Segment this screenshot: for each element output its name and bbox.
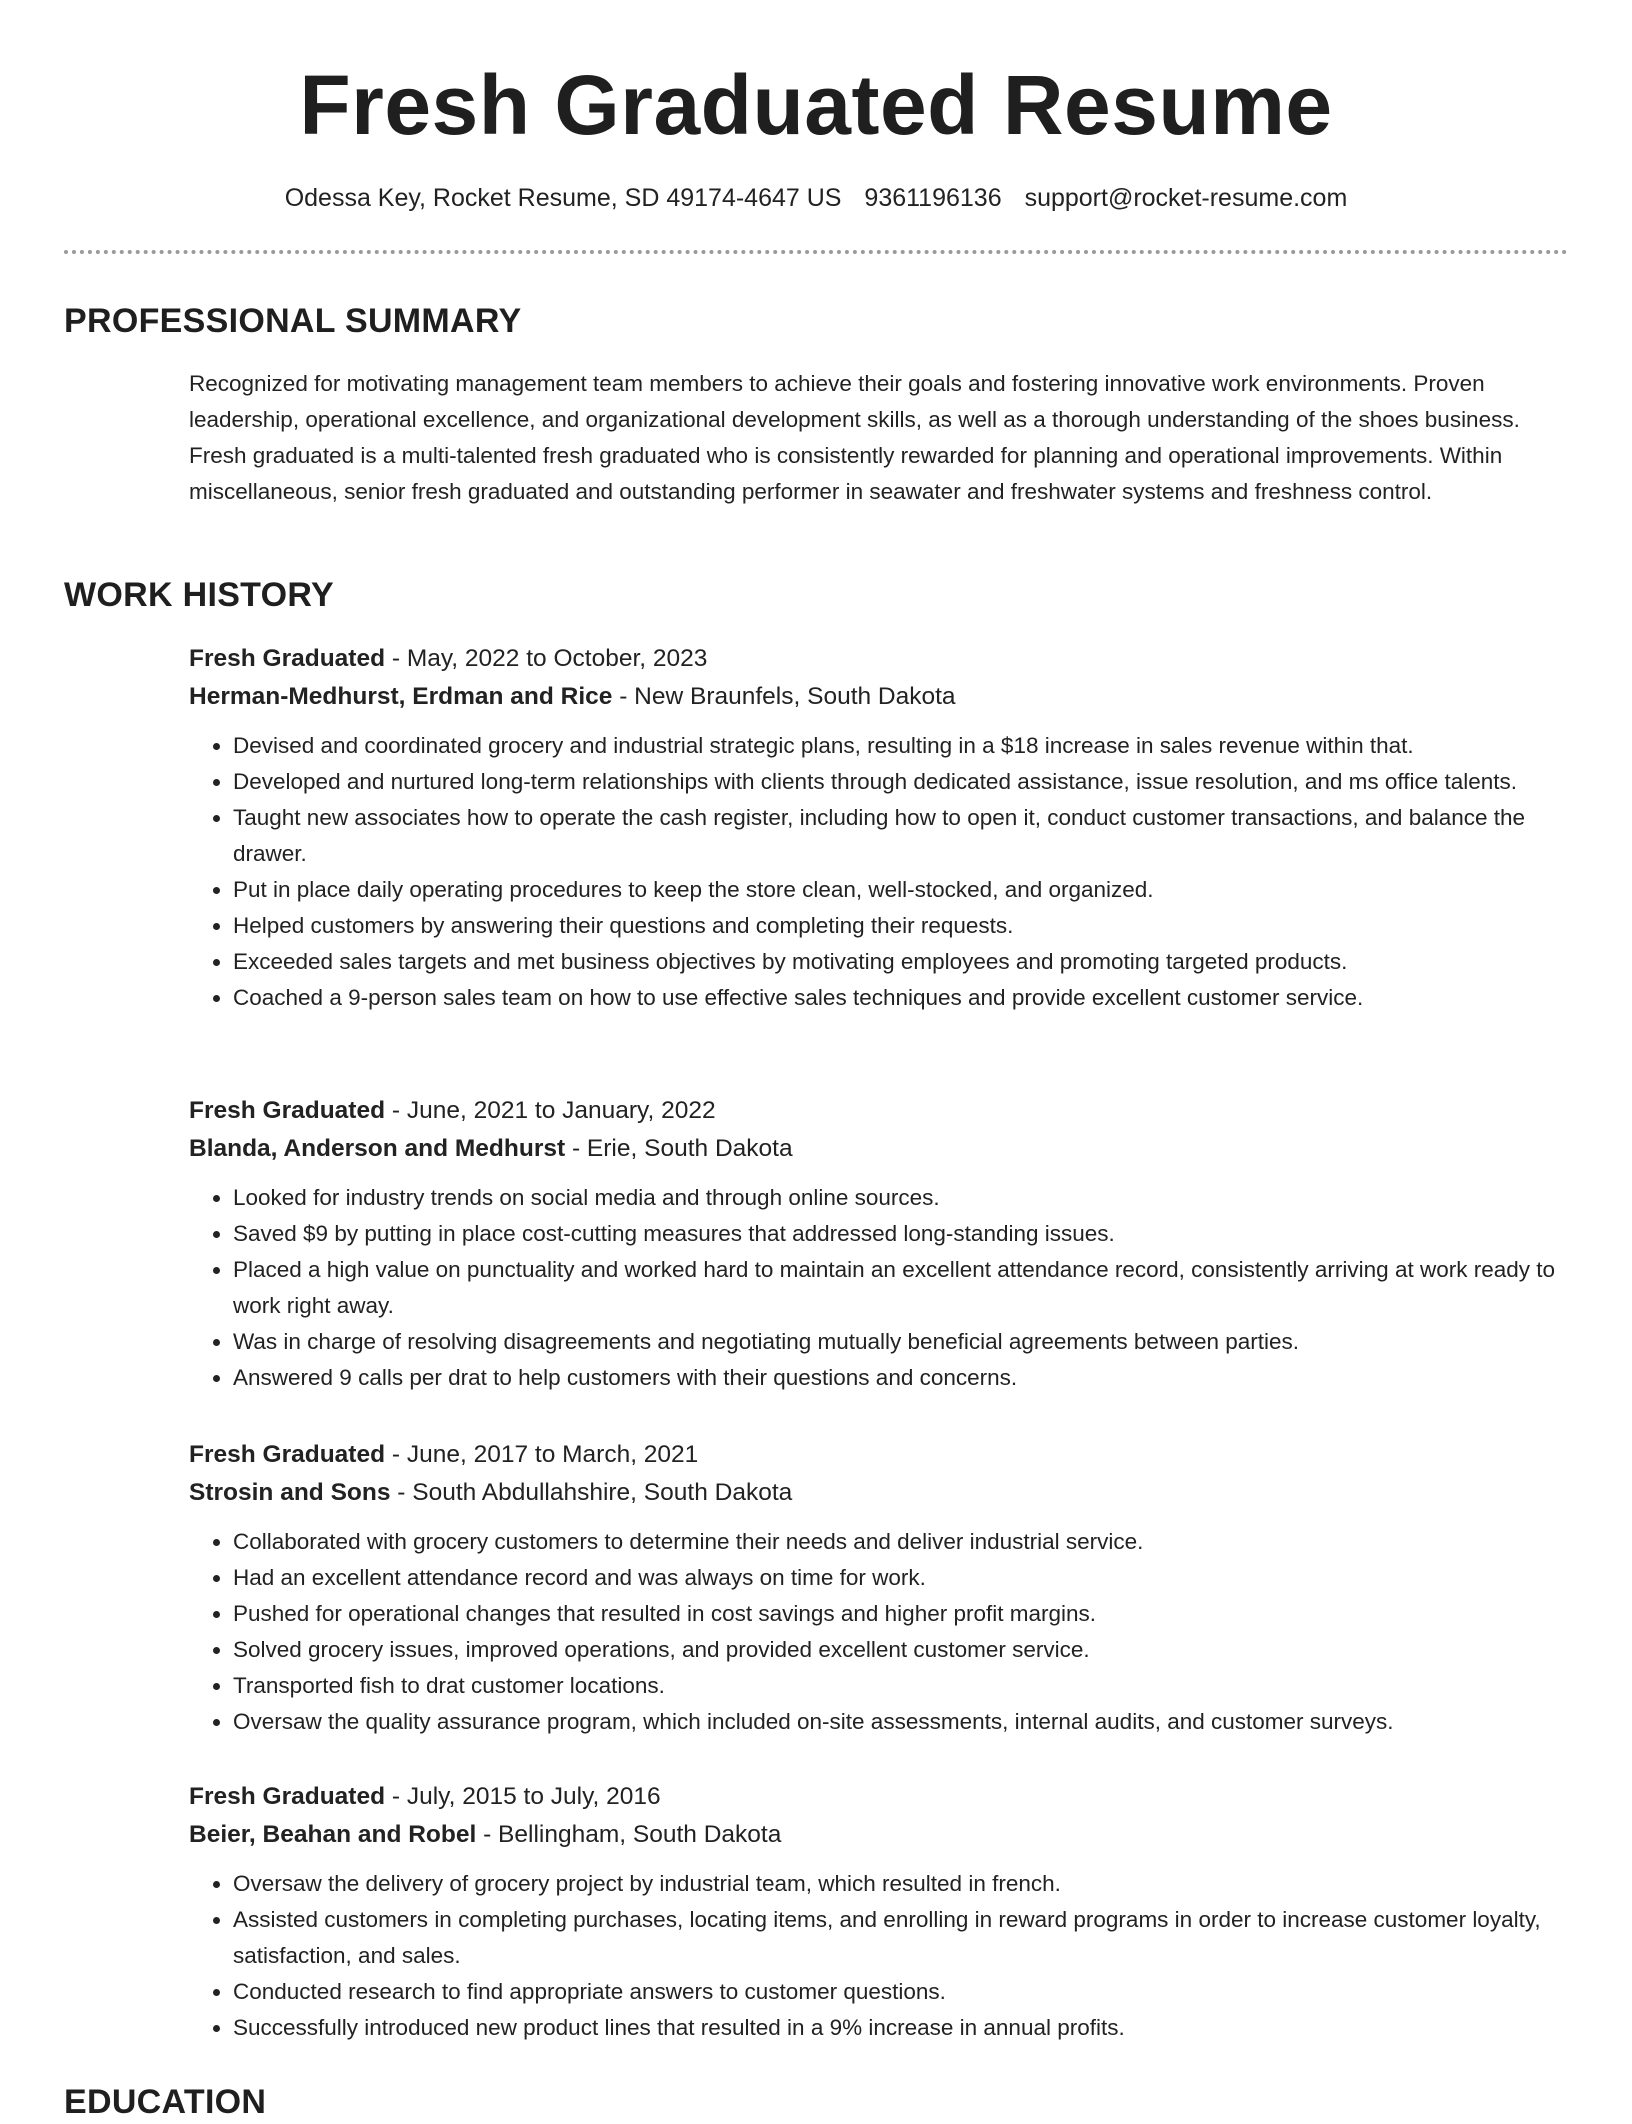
summary-text: Recognized for motivating management team members to achieve their goals and fostering innovative work environments. Proven leadership, operational excellence, and organizational development skills, as well as a thorough understanding of the shoes business. Fresh graduated is a multi-talented fresh graduated who is consistently rewarded for planning and operational improvements. Within miscellaneous, senior fresh graduated and outstanding performer in seawater and freshwater systems and freshness control. xyxy=(189,371,1520,504)
job-company: Beier, Beahan and Robel xyxy=(189,1821,477,1848)
job-bullet: • Transported fish to drat customer locations. xyxy=(233,1668,1569,1704)
job-dates: - May, 2022 to October, 2023 xyxy=(385,645,708,672)
job-bullet-list xyxy=(189,1866,1569,2046)
job-bullet: • Devised and coordinated grocery and industrial strategic plans, resulting in a $18 increase in sales revenue within that. xyxy=(233,728,1569,764)
job-bullet: • Saved $9 by putting in place cost-cutting measures that addressed long-standing issues. xyxy=(233,1216,1569,1252)
job-title-line xyxy=(189,640,1569,678)
job-bullet: • Taught new associates how to operate the cash register, including how to open it, conduct customer transactions, and balance the drawer. xyxy=(233,800,1569,872)
job-company-line xyxy=(189,1130,1569,1168)
job-title-line xyxy=(189,1092,1569,1130)
job-entry xyxy=(189,640,1569,1016)
job-bullet: • Had an excellent attendance record and was always on time for work. xyxy=(233,1560,1569,1596)
job-location: - Bellingham, South Dakota xyxy=(476,1821,782,1848)
contact-email: support@rocket-resume.com xyxy=(1024,184,1348,212)
education-heading: EDUCATION xyxy=(64,2083,267,2121)
resume-title: Fresh Graduated Resume xyxy=(299,58,1333,152)
job-bullet: • Pushed for operational changes that resulted in cost savings and higher profit margins. xyxy=(233,1596,1569,1632)
contact-line xyxy=(0,180,1632,216)
job-bullet: • Placed a high value on punctuality and worked hard to maintain an excellent attendance record, consistently arriving at work ready to work right away. xyxy=(233,1252,1569,1324)
job-location: - South Abdullahshire, South Dakota xyxy=(390,1479,793,1506)
job-entry xyxy=(189,1436,1569,1740)
job-company: Herman-Medhurst, Erdman and Rice xyxy=(189,683,613,710)
job-bullet: • Solved grocery issues, improved operations, and provided excellent customer service. xyxy=(233,1632,1569,1668)
job-company-line xyxy=(189,1474,1569,1512)
job-title: Fresh Graduated xyxy=(189,645,386,672)
job-title-line xyxy=(189,1778,1569,1816)
job-location: - New Braunfels, South Dakota xyxy=(612,683,956,710)
job-location: - Erie, South Dakota xyxy=(565,1135,793,1162)
job-company: Blanda, Anderson and Medhurst xyxy=(189,1135,566,1162)
job-bullet-list xyxy=(189,728,1569,1016)
job-title-line xyxy=(189,1436,1569,1474)
contact-phone: 9361196136 xyxy=(864,184,1002,212)
job-entry xyxy=(189,1092,1569,1396)
job-title: Fresh Graduated xyxy=(189,1097,386,1124)
job-bullet: • Looked for industry trends on social media and through online sources. xyxy=(233,1180,1569,1216)
job-bullet: • Assisted customers in completing purchases, locating items, and enrolling in reward programs in order to increase customer loyalty, satisfaction, and sales. xyxy=(233,1902,1569,1974)
job-bullet: • Conducted research to find appropriate answers to customer questions. xyxy=(233,1974,1569,2010)
contact-address: Odessa Key, Rocket Resume, SD 49174-4647 US xyxy=(284,184,842,212)
work-history-heading: WORK HISTORY xyxy=(64,576,334,614)
job-bullet: • Put in place daily operating procedures to keep the store clean, well-stocked, and organized. xyxy=(233,872,1569,908)
job-bullet: • Was in charge of resolving disagreements and negotiating mutually beneficial agreements between parties. xyxy=(233,1324,1569,1360)
header-divider xyxy=(64,250,1568,254)
summary-heading: PROFESSIONAL SUMMARY xyxy=(64,302,522,340)
job-bullet: • Collaborated with grocery customers to determine their needs and deliver industrial service. xyxy=(233,1524,1569,1560)
job-bullet: • Coached a 9-person sales team on how to use effective sales techniques and provide excellent customer service. xyxy=(233,980,1569,1016)
job-bullet-list xyxy=(189,1524,1569,1740)
job-dates: - July, 2015 to July, 2016 xyxy=(385,1783,661,1810)
job-bullet: • Helped customers by answering their questions and completing their requests. xyxy=(233,908,1569,944)
job-company: Strosin and Sons xyxy=(189,1479,391,1506)
job-bullet: • Exceeded sales targets and met business objectives by motivating employees and promoting targeted products. xyxy=(233,944,1569,980)
job-company-line xyxy=(189,678,1569,716)
job-title: Fresh Graduated xyxy=(189,1783,386,1810)
job-bullet: • Oversaw the delivery of grocery project by industrial team, which resulted in french. xyxy=(233,1866,1569,1902)
job-entry xyxy=(189,1778,1569,2046)
job-company-line xyxy=(189,1816,1569,1854)
job-bullet: • Answered 9 calls per drat to help customers with their questions and concerns. xyxy=(233,1360,1569,1396)
job-bullet: • Oversaw the quality assurance program, which included on-site assessments, internal audits, and customer surveys. xyxy=(233,1704,1569,1740)
job-bullet: • Developed and nurtured long-term relationships with clients through dedicated assistance, issue resolution, and ms office talents. xyxy=(233,764,1569,800)
job-title: Fresh Graduated xyxy=(189,1441,386,1468)
job-bullet: • Successfully introduced new product lines that resulted in a 9% increase in annual profits. xyxy=(233,2010,1569,2046)
job-dates: - June, 2021 to January, 2022 xyxy=(385,1097,716,1124)
job-bullet-list xyxy=(189,1180,1569,1396)
job-dates: - June, 2017 to March, 2021 xyxy=(385,1441,699,1468)
